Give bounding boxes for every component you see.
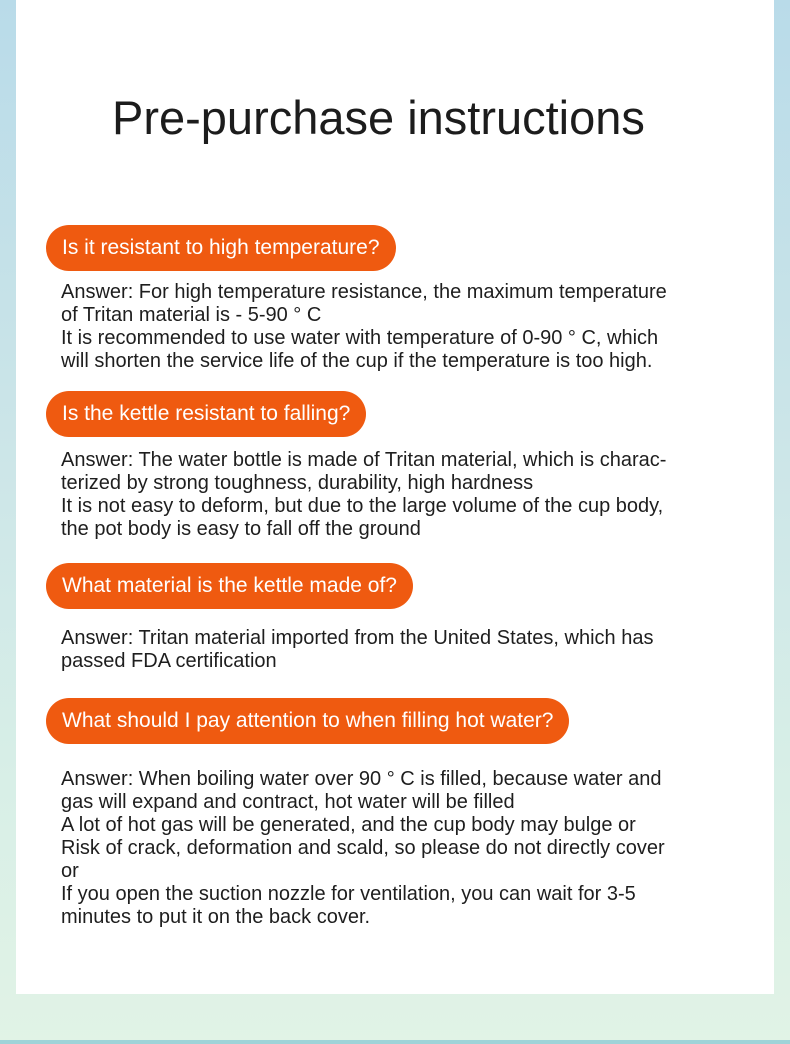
content-card bbox=[16, 0, 774, 994]
question-4-badge: What should I pay attention to when filling hot water? bbox=[46, 698, 569, 744]
answer-4-line-1: Answer: When boiling water over 90 ° C is filled, because water and bbox=[61, 768, 662, 790]
answer-4-line-7: minutes to put it on the back cover. bbox=[61, 906, 371, 928]
answer-2-line-1: Answer: The water bottle is made of Tritan material, which is charac- bbox=[61, 449, 667, 471]
answer-4-line-4: Risk of crack, deformation and scald, so please do not directly cover bbox=[61, 837, 665, 859]
answer-4-line-6: If you open the suction nozzle for ventilation, you can wait for 3-5 bbox=[61, 883, 636, 905]
answer-3-line-1: Answer: Tritan material imported from the United States, which has bbox=[61, 627, 654, 649]
question-3-badge: What material is the kettle made of? bbox=[46, 563, 413, 609]
answer-2-line-4: the pot body is easy to fall off the ground bbox=[61, 518, 421, 540]
answer-4 bbox=[61, 768, 751, 929]
answer-1 bbox=[61, 281, 751, 373]
answer-1-line-4: will shorten the service life of the cup if the temperature is too high. bbox=[61, 350, 653, 372]
answer-2-line-2: terized by strong toughness, durability, high hardness bbox=[61, 472, 534, 494]
answer-3-line-2: passed FDA certification bbox=[61, 650, 277, 672]
question-1-badge: Is it resistant to high temperature? bbox=[46, 225, 396, 271]
answer-3 bbox=[61, 627, 751, 673]
question-2-badge: Is the kettle resistant to falling? bbox=[46, 391, 366, 437]
answer-2-line-3: It is not easy to deform, but due to the large volume of the cup body, bbox=[61, 495, 664, 517]
answer-4-line-5: or bbox=[61, 860, 79, 882]
answer-4-line-3: A lot of hot gas will be generated, and the cup body may bulge or bbox=[61, 814, 636, 836]
answer-1-line-2: of Tritan material is - 5-90 ° C bbox=[61, 304, 322, 326]
answer-1-line-3: It is recommended to use water with temperature of 0-90 ° C, which bbox=[61, 327, 659, 349]
bottom-divider bbox=[0, 1040, 790, 1044]
answer-2 bbox=[61, 449, 751, 541]
answer-4-line-2: gas will expand and contract, hot water will be filled bbox=[61, 791, 515, 813]
page-title: Pre-purchase instructions bbox=[112, 91, 645, 144]
answer-1-line-1: Answer: For high temperature resistance, the maximum temperature bbox=[61, 281, 667, 303]
